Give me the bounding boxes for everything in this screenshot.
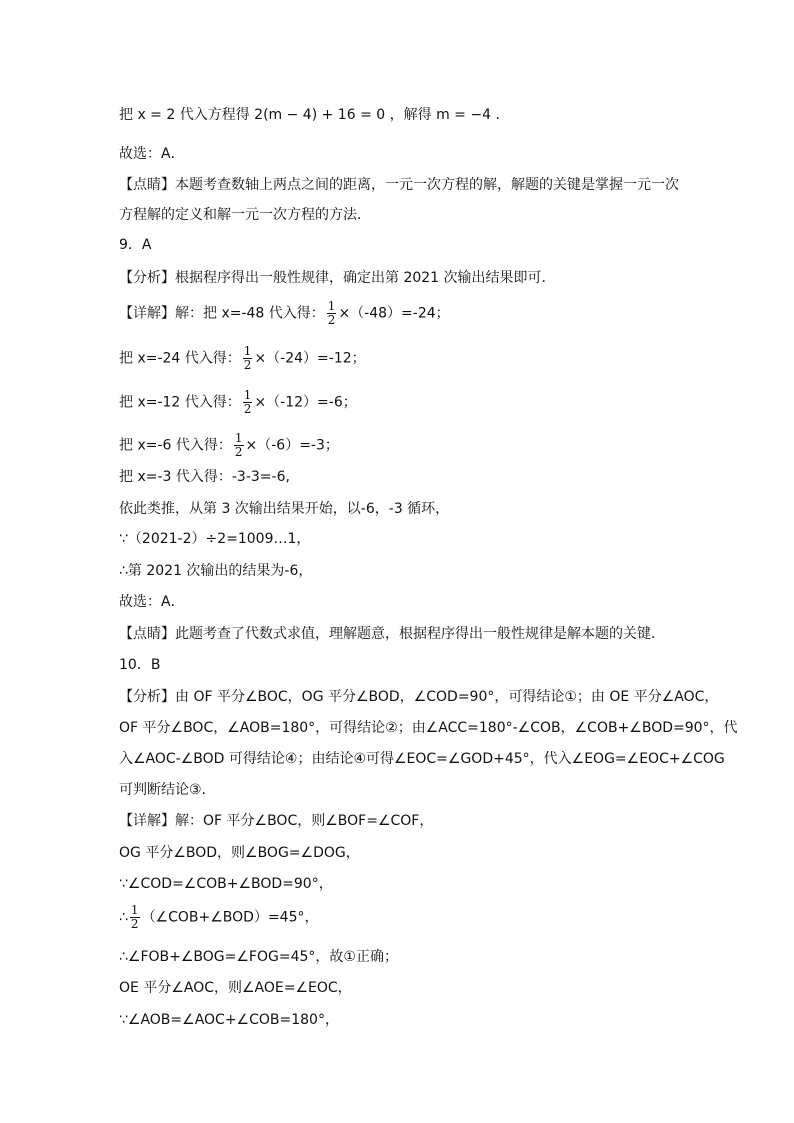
text-line-14: ∴第 2021 次输出的结果为-6， xyxy=(119,563,313,579)
text-line-7-tail: ×（-48）=-24； xyxy=(338,305,450,322)
text-line-26: ∴∠FOB+∠BOG=∠FOG=45°，故①正确； xyxy=(119,949,398,965)
text-line-25-tail: （∠COB+∠BOD）=45°， xyxy=(141,909,319,926)
fraction-denominator: 2 xyxy=(130,917,139,931)
fraction-numerator: 1 xyxy=(130,903,139,917)
fraction-denominator: 2 xyxy=(243,358,252,372)
text-line-8-tail: ×（-24）=-12； xyxy=(254,350,366,367)
text-line-19: OF 平分∠BOC，∠AOB=180°，可得结论②；由∠ACC=180°-∠COB，∠COB+∠BOD=90°，代 xyxy=(119,720,738,736)
text-line-5: 9．A xyxy=(119,237,152,253)
fraction-numerator: 1 xyxy=(234,431,243,445)
text-line-27: OE 平分∠AOC，则∠AOE=∠EOC， xyxy=(119,980,352,996)
text-line-8-lead: 把 x=-24 代入得： xyxy=(119,350,241,367)
text-line-16: 【点睛】此题考查了代数式求值，理解题意，根据程序得出一般性规律是解本题的关键． xyxy=(119,626,665,642)
fraction-one-half xyxy=(234,432,244,459)
text-line-10-tail: ×（-6）=-3； xyxy=(245,437,339,454)
text-line-9-tail: ×（-12）=-6； xyxy=(254,394,357,411)
fraction-numerator: 1 xyxy=(327,299,336,313)
fraction-numerator: 1 xyxy=(243,388,252,402)
fraction-denominator: 2 xyxy=(327,313,336,327)
text-line-10 xyxy=(119,432,339,459)
fraction-one-half xyxy=(327,300,337,327)
text-line-3: 【点睛】本题考查数轴上两点之间的距离，一元一次方程的解，解题的关键是掌握一元一次 xyxy=(119,177,679,193)
text-line-12: 依此类推，从第 3 次输出结果开始，以-6，-3 循环， xyxy=(119,501,450,517)
text-line-4: 方程解的定义和解一元一次方程的方法． xyxy=(119,207,371,223)
text-line-11: 把 x=-3 代入得：-3-3=-6, xyxy=(119,469,290,485)
text-line-9-lead: 把 x=-12 代入得： xyxy=(119,394,241,411)
text-line-9 xyxy=(119,389,357,416)
text-line-17: 10．B xyxy=(119,657,161,673)
text-line-7 xyxy=(119,300,450,327)
text-line-20: 入∠AOC-∠BOD 可得结论④；由结论④可得∠EOC=∠GOD+45°，代入∠EOG=∠EOC+∠COG xyxy=(119,751,725,767)
fraction-denominator: 2 xyxy=(243,402,252,416)
text-line-25 xyxy=(119,904,319,931)
fraction-one-half xyxy=(243,389,253,416)
fraction-numerator: 1 xyxy=(243,344,252,358)
text-line-28: ∵∠AOB=∠AOC+∠COB=180°， xyxy=(119,1012,339,1028)
text-line-13: ∵（2021-2）÷2=1009…1， xyxy=(119,531,311,547)
text-line-25-lead: ∴ xyxy=(119,909,128,926)
text-line-18: 【分析】由 OF 平分∠BOC，OG 平分∠BOD，∠COD=90°，可得结论①；由 OE 平分∠AOC， xyxy=(119,689,719,705)
fraction-denominator: 2 xyxy=(234,445,243,459)
text-line-7-lead: 【详解】解：把 x=-48 代入得： xyxy=(119,305,325,322)
text-line-21: 可判断结论③． xyxy=(119,782,216,798)
text-line-2: 故选：A． xyxy=(119,146,185,162)
text-line-15: 故选：A． xyxy=(119,594,185,610)
fraction-one-half xyxy=(243,345,253,372)
text-line-8 xyxy=(119,345,366,372)
text-line-6: 【分析】根据程序得出一般性规律，确定出第 2021 次输出结果即可． xyxy=(119,270,556,286)
text-line-1: 把 x = 2 代入方程得 2(m − 4) + 16 = 0 ，解得 m = −4 . xyxy=(119,107,500,123)
text-line-22: 【详解】解：OF 平分∠BOC，则∠BOF=∠COF， xyxy=(119,813,434,829)
text-line-23: OG 平分∠BOD，则∠BOG=∠DOG， xyxy=(119,845,360,861)
text-line-10-lead: 把 x=-6 代入得： xyxy=(119,437,232,454)
fraction-one-half xyxy=(130,904,140,931)
text-line-24: ∵∠COD=∠COB+∠BOD=90°， xyxy=(119,876,333,892)
